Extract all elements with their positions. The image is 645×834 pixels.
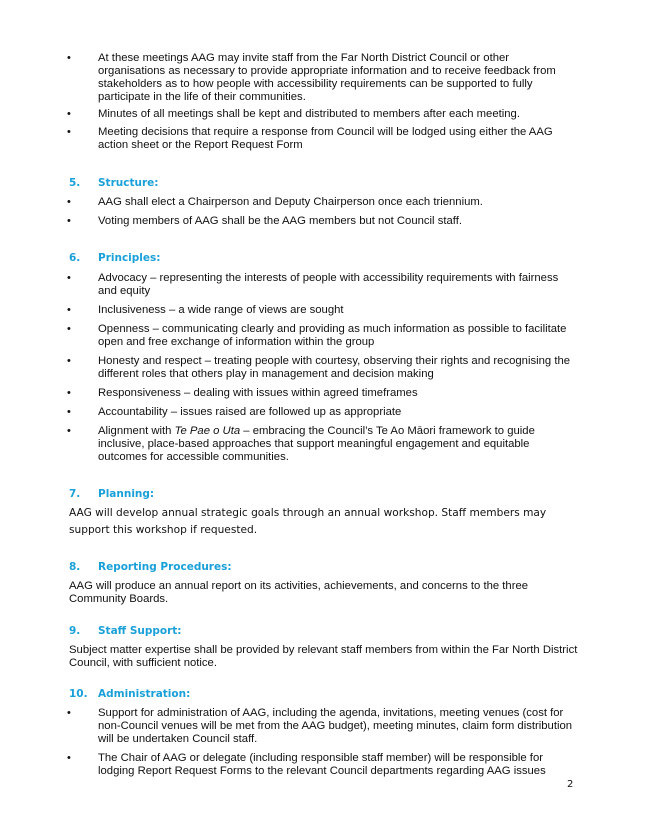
section-number: 5. bbox=[69, 177, 81, 189]
section-number: 10. bbox=[69, 688, 88, 700]
bullet-marker: • bbox=[67, 215, 71, 227]
section-number: 7. bbox=[69, 488, 81, 500]
bullet-marker: • bbox=[67, 323, 71, 335]
alignment-prefix: Alignment with bbox=[98, 425, 175, 437]
list-item: At these meetings AAG may invite staff from the Far North District Council or other organisations as necessary to provide appropriate information and to receive feedback from stakeholders as to how people with accessibility requirements can be supported to fully participate in the life of their communities. bbox=[98, 52, 556, 103]
bullet-marker: • bbox=[67, 355, 71, 367]
list-item: Voting members of AAG shall be the AAG members but not Council staff. bbox=[98, 215, 462, 227]
list-item: Minutes of all meetings shall be kept and distributed to members after each meeting. bbox=[98, 108, 520, 120]
list-item: Inclusiveness – a wide range of views are sought bbox=[98, 304, 344, 316]
bullet-marker: • bbox=[67, 304, 71, 316]
bullet-marker: • bbox=[67, 126, 71, 138]
list-item: AAG shall elect a Chairperson and Deputy Chairperson once each triennium. bbox=[98, 196, 483, 208]
section-number: 6. bbox=[69, 252, 81, 264]
list-item: Accountability – issues raised are followed up as appropriate bbox=[98, 406, 402, 418]
reporting-text: AAG will produce an annual report on its activities, achievements, and concerns to the three Community Boards. bbox=[69, 580, 529, 605]
section-number: 9. bbox=[69, 625, 81, 637]
bullet-marker: • bbox=[67, 425, 71, 437]
section-heading-planning: Planning: bbox=[98, 488, 155, 500]
bullet-marker: • bbox=[67, 707, 71, 719]
page-number: 2 bbox=[567, 779, 574, 790]
section-heading-reporting: Reporting Procedures: bbox=[98, 561, 232, 573]
section-heading-staff-support: Staff Support: bbox=[98, 625, 182, 637]
list-item: Meeting decisions that require a response from Council will be lodged using either the AAG action sheet or the Report Request Form bbox=[98, 126, 553, 151]
list-item: Support for administration of AAG, including the agenda, invitations, meeting venues (cost for non-Council venues will be met from the AAG budget), meeting minutes, claim form distribution will be undertaken Council staff. bbox=[98, 707, 573, 745]
bullet-marker: • bbox=[67, 272, 71, 284]
bullet-marker: • bbox=[67, 196, 71, 208]
bullet-marker: • bbox=[67, 52, 71, 64]
section-heading-administration: Administration: bbox=[98, 688, 191, 700]
list-item-alignment bbox=[98, 425, 578, 464]
list-item: The Chair of AAG or delegate (including responsible staff member) will be responsible for lodging Report Request Forms to the relevant Council departments regarding AAG issues bbox=[98, 752, 546, 777]
section-heading-principles: Principles: bbox=[98, 252, 161, 264]
bullet-marker: • bbox=[67, 108, 71, 120]
bullet-marker: • bbox=[67, 752, 71, 764]
planning-text: AAG will develop annual strategic goals through an annual workshop. Staff members may support this workshop if requested. bbox=[69, 507, 547, 536]
bullet-marker: • bbox=[67, 387, 71, 399]
staff-support-text: Subject matter expertise shall be provided by relevant staff members from within the Far North District Council, with sufficient notice. bbox=[69, 644, 578, 669]
bullet-marker: • bbox=[67, 406, 71, 418]
section-heading-structure: Structure: bbox=[98, 177, 159, 189]
list-item: Advocacy – representing the interests of people with accessibility requirements with fairness and equity bbox=[98, 272, 559, 297]
section-number: 8. bbox=[69, 561, 81, 573]
list-item: Responsiveness – dealing with issues within agreed timeframes bbox=[98, 387, 418, 399]
list-item: Honesty and respect – treating people with courtesy, observing their rights and recognising the different roles that others play in management and decision making bbox=[98, 355, 571, 380]
te-pae-o-uta-term: Te Pae o Uta bbox=[174, 425, 241, 437]
alignment-suffix: – embracing the Council’s Te Ao Māori framework to guide inclusive, place-based approaches that support meaningful engagement and equitable outcomes for accessible communities. bbox=[98, 425, 535, 463]
list-item: Openness – communicating clearly and providing as much information as possible to facilitate open and free exchange of information within the group bbox=[98, 323, 567, 348]
